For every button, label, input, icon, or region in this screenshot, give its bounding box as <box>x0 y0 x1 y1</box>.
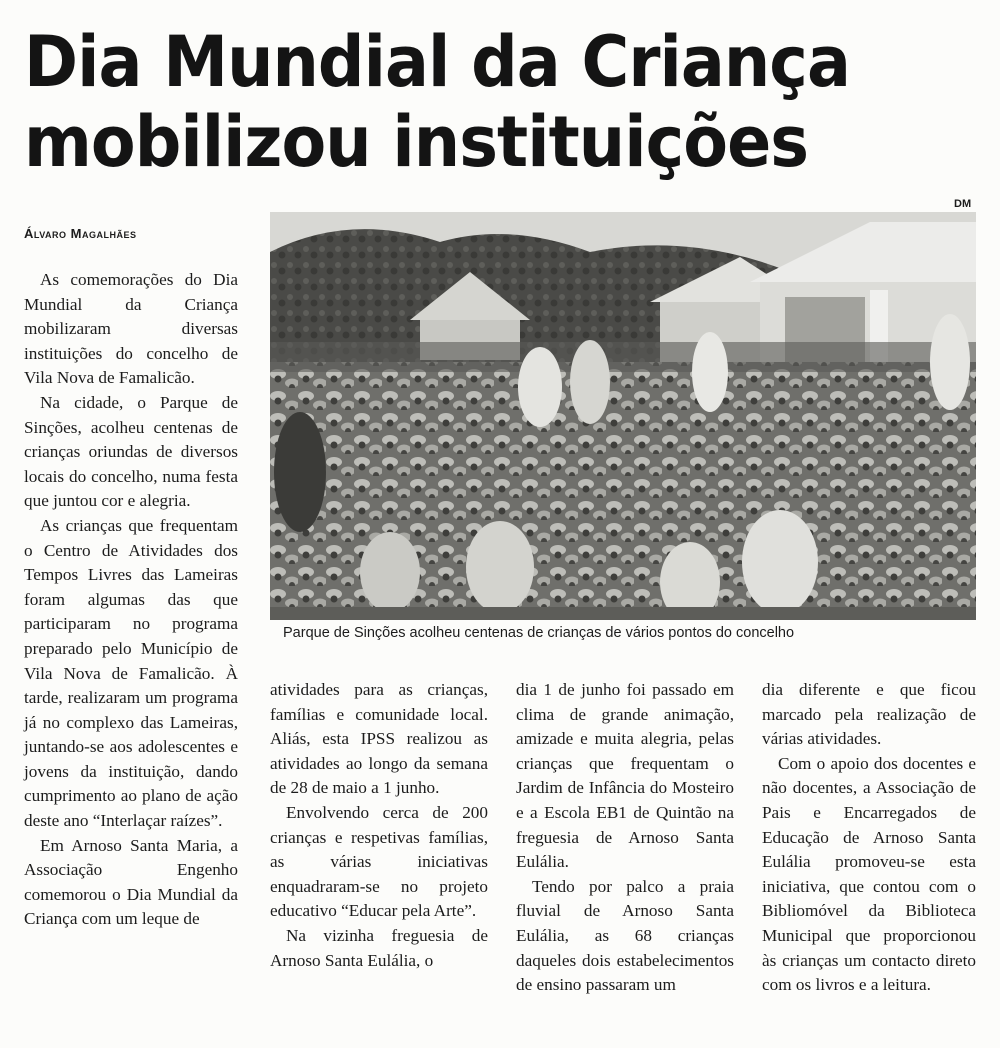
headline-line-2: mobilizou instituições <box>24 101 809 183</box>
byline: Álvaro Magalhães <box>24 226 137 241</box>
article-column-4 <box>762 678 976 998</box>
paragraph: Tendo por palco a praia fluvial de Arnoso Santa Eulália, as 68 crianças daqueles dois estabelecimentos de ensino passaram um <box>516 876 734 995</box>
headline <box>24 22 850 182</box>
photo-crowd-illustration <box>270 212 976 620</box>
paragraph: Com o apoio dos docentes e não docentes, a Associação de Pais e Encarregados de Educação de Arnoso Santa Eulália promoveu-se esta iniciativa, que contou com o Bibliomóvel da Biblioteca Municipal que proporcionou às crianças um contacto direto com os livros e a leitura. <box>762 753 976 995</box>
paragraph: Em Arnoso Santa Maria, a Associação Engenho comemorou o Dia Mundial da Criança com um leque de <box>24 835 238 929</box>
paragraph: Envolvendo cerca de 200 crianças e respetivas famílias, as várias iniciativas enquadraram-se no projeto educativo “Educar pela Arte”. <box>270 802 488 921</box>
photo-credit: DM <box>954 198 972 210</box>
paragraph: Na cidade, o Parque de Sinções, acolheu centenas de crianças oriundas de diversos locais do concelho, numa festa que juntou cor e alegria. <box>24 392 238 511</box>
paragraph-continued: dia 1 de junho foi passado em clima de grande animação, amizade e muita alegria, pelas crianças que frequentam o Jardim de Infância do Mosteiro e a Escola EB1 de Quintão na freguesia de Arnoso Santa Eulália. <box>516 680 734 872</box>
article-column-1 <box>24 268 238 932</box>
paragraph: As crianças que frequentam o Centro de Atividades dos Tempos Livres das Lameiras foram algumas das que participaram no programa preparado pelo Município de Vila Nova de Famalicão. À tarde, realizaram um programa já no complexo das Lameiras, juntando-se aos adolescentes e jovens da instituição, dando cumprimento ao plano de ação deste ano “Interlaçar raízes”. <box>24 515 238 831</box>
paragraph-continued: dia diferente e que ficou marcado pela realização de várias atividades. <box>762 680 976 749</box>
paragraph-continued: atividades para as crianças, famílias e comunidade local. Aliás, esta IPSS realizou as atividades ao longo da semana de 28 de maio a 1 junho. <box>270 680 488 798</box>
article-column-3 <box>516 678 734 998</box>
article-photo <box>270 212 976 620</box>
headline-line-1: Dia Mundial da Criança <box>24 21 850 103</box>
photo-caption: Parque de Sinções acolheu centenas de crianças de vários pontos do concelho <box>283 625 795 641</box>
paragraph: Na vizinha freguesia de Arnoso Santa Eulália, o <box>270 925 488 970</box>
paragraph: As comemorações do Dia Mundial da Criança mobilizaram diversas instituições do concelho de Vila Nova de Famalicão. <box>24 270 238 388</box>
article-column-2 <box>270 678 488 973</box>
